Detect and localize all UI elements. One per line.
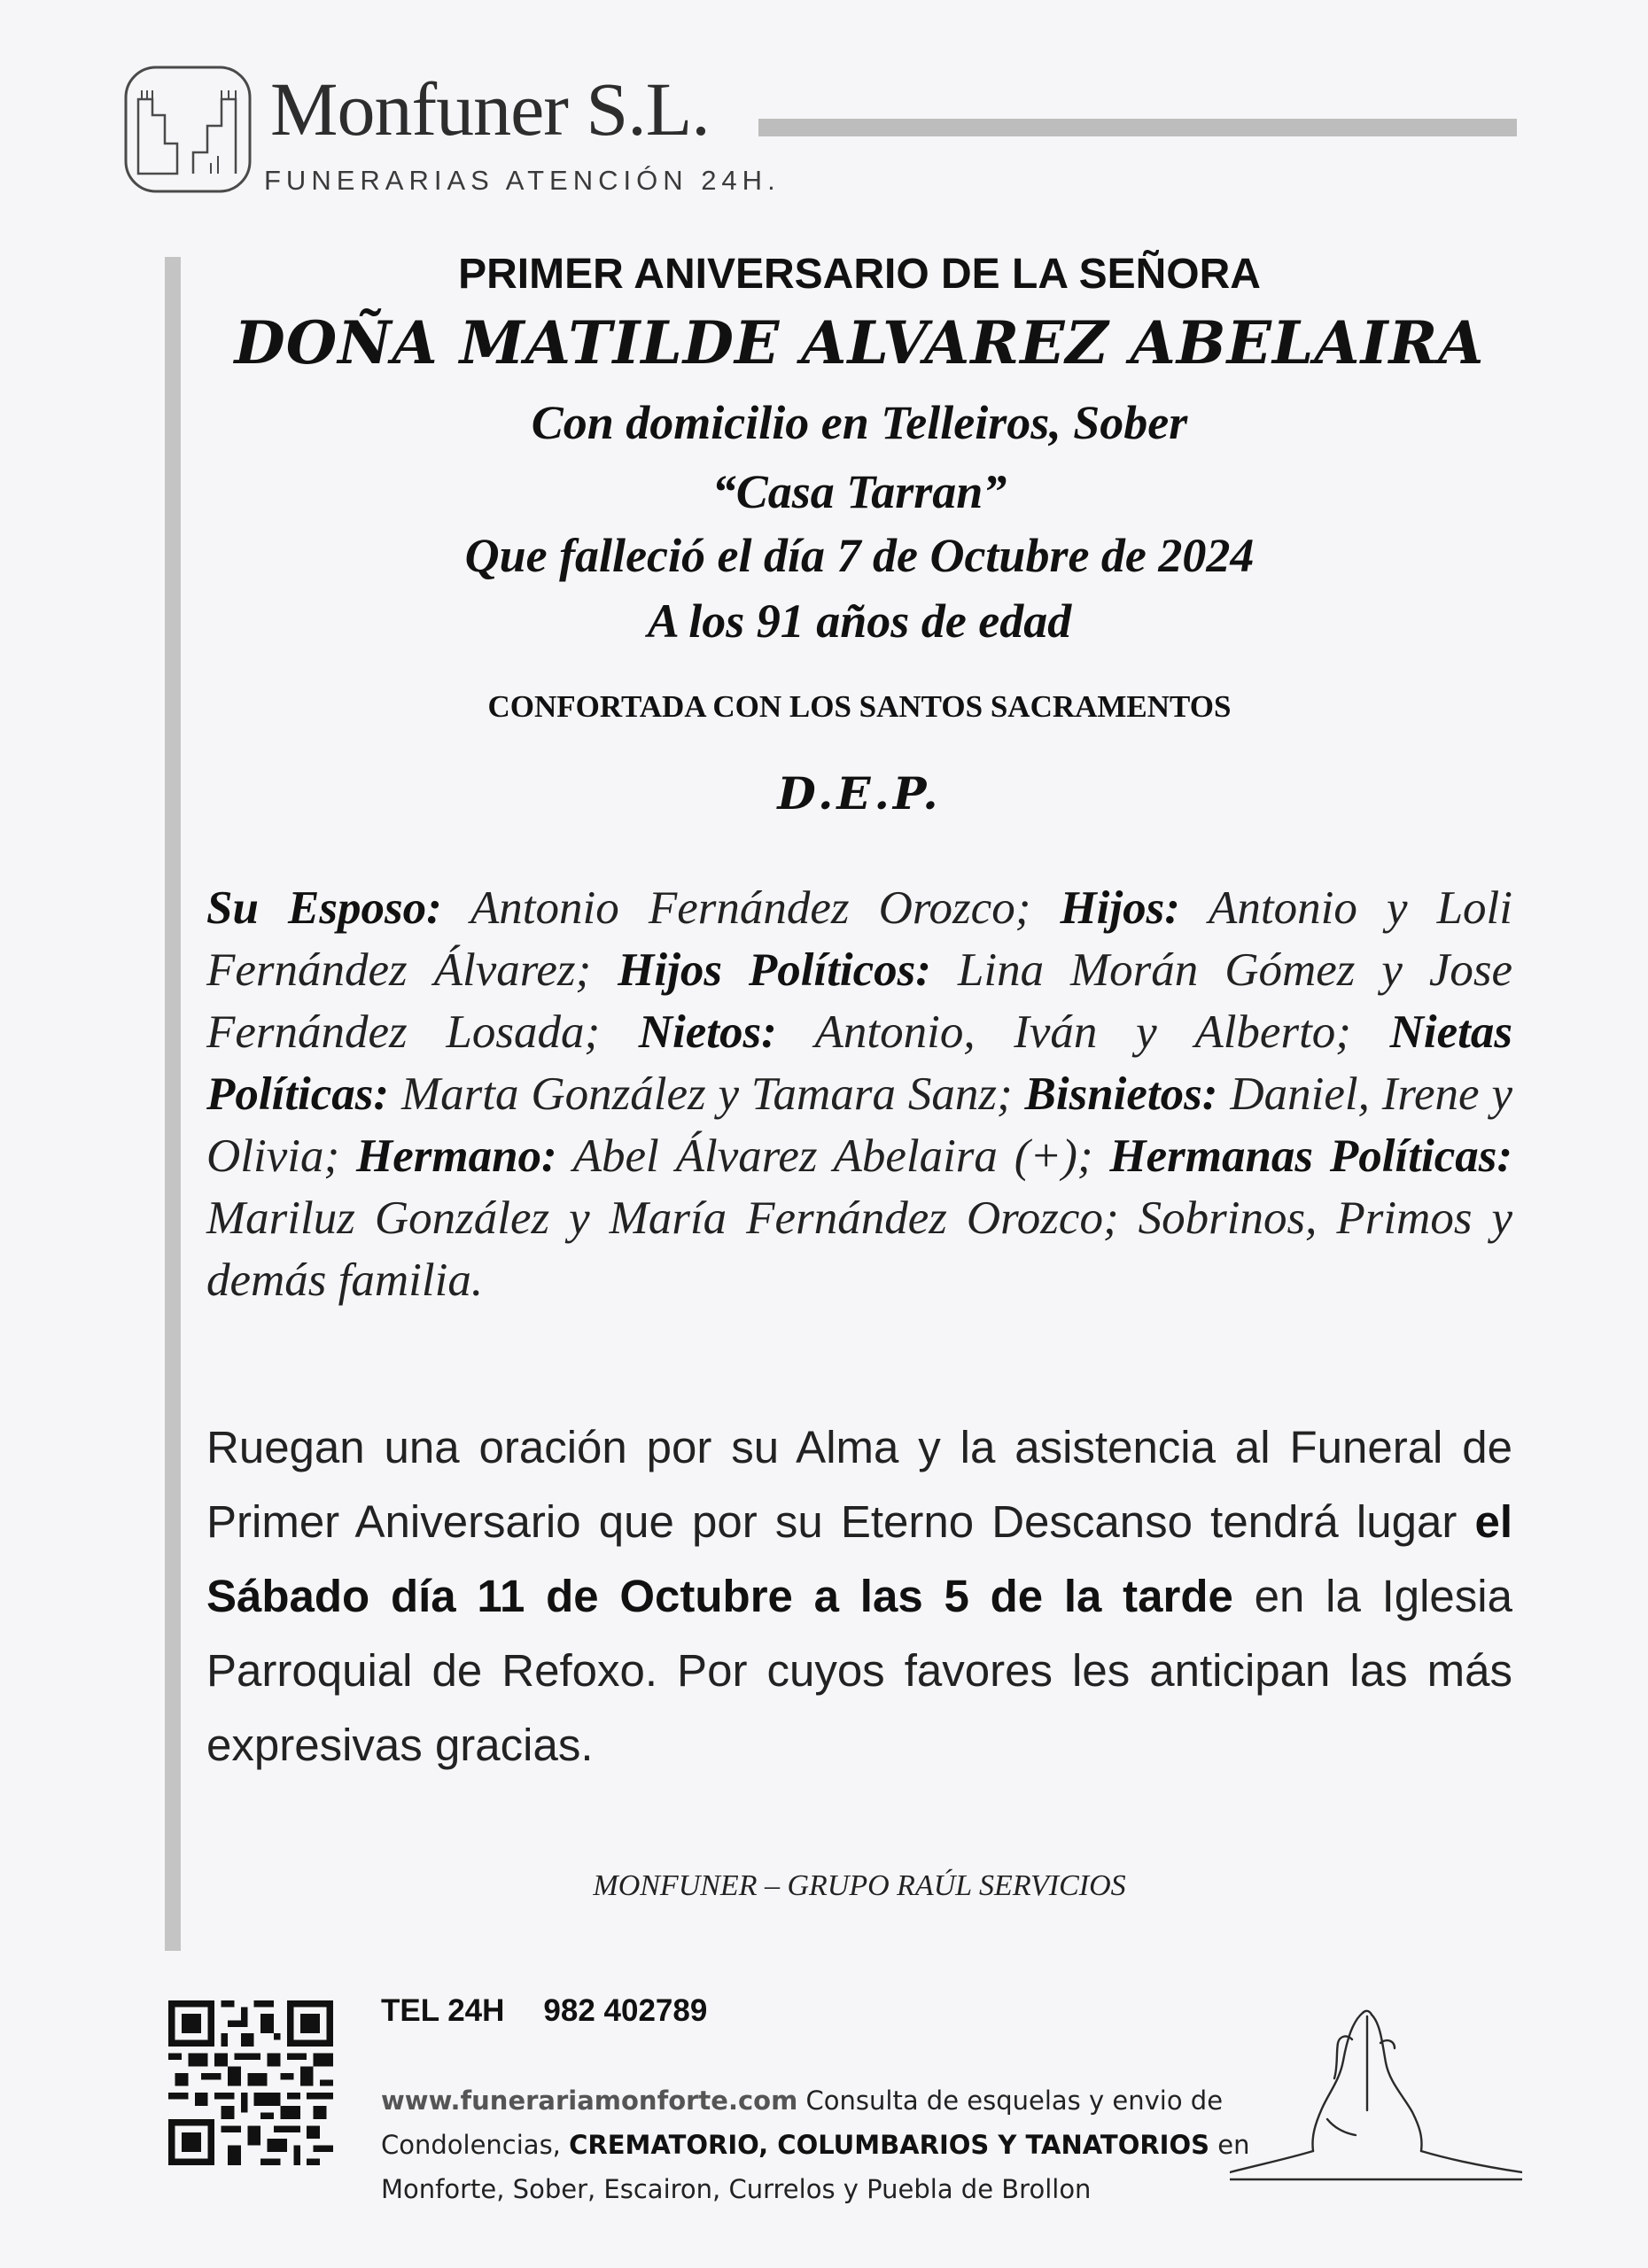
hermano-names: Abel Álvarez Abelaira (+); <box>572 1130 1093 1182</box>
hermano-label: Hermano: <box>355 1130 557 1182</box>
announcement-title: PRIMER ANIVERSARIO DE LA SEÑORA <box>458 251 1261 298</box>
signature: MONFUNER – GRUPO RAÚL SERVICIOS <box>593 1869 1126 1902</box>
funeral-text-after: en la Iglesia Parroquial de Refoxo. Por cuyos favores les anticipan las más expresivas gracias. <box>206 1571 1512 1770</box>
hijos-politicos-label: Hijos Políticos: <box>618 944 931 996</box>
sacraments-line: CONFORTADA CON LOS SANTOS SACRAMENTOS <box>487 689 1232 724</box>
monfuner-logo-icon <box>122 64 253 195</box>
praying-hands-icon <box>1230 2004 1522 2183</box>
header-divider <box>758 119 1517 136</box>
nietas-politicas-label: Nietas Políticas: <box>206 1006 1512 1120</box>
nietas-politicas-names: Marta González y Tamara Sanz; <box>400 1068 1013 1120</box>
deceased-name: DOÑA MATILDE ALVAREZ ABELAIRA <box>234 308 1485 377</box>
funeral-date: el Sábado día 11 de Octubre a las 5 de la tarde <box>206 1496 1513 1621</box>
funeral-paragraph <box>206 1410 1512 1783</box>
left-margin-rule <box>165 257 181 1951</box>
website-link[interactable]: www.funerariamonforte.com <box>381 2085 798 2116</box>
footer-text-2: en Monforte, Sober, Escairon, Currelos y Puebla de Brollon <box>381 2130 1250 2204</box>
brand-name: Monfuner S.L. <box>270 66 710 151</box>
hijos-label: Hijos: <box>1060 882 1180 934</box>
phone-number[interactable]: 982 402789 <box>543 1993 708 2028</box>
age-line: A los 91 años de edad <box>647 594 1072 648</box>
death-date-line: Que falleció el día 7 de Octubre de 2024 <box>464 529 1255 582</box>
family-paragraph <box>206 877 1512 1311</box>
house-name: “Casa Tarran” <box>711 465 1007 518</box>
qr-code-icon[interactable] <box>168 2000 333 2165</box>
hermanas-politicas-names: Mariluz González y María Fernández Orozco; Sobrinos, Primos y demás familia. <box>206 1192 1512 1306</box>
bisnietos-names: Daniel, Irene y Olivia; <box>206 1068 1512 1182</box>
hijos-names: Antonio y Loli Fernández Álvarez; <box>206 882 1513 996</box>
footer-text-1: Consulta de esquelas y envio de Condolencias, <box>381 2085 1224 2160</box>
esposo-names: Antonio Fernández Orozco; <box>470 882 1031 934</box>
domicile-line: Con domicilio en Telleiros, Sober <box>531 396 1188 449</box>
funeral-text-before: Ruegan una oración por su Alma y la asistencia al Funeral de Primer Aniversario que por su Eterno Descanso tendrá lugar <box>206 1422 1512 1547</box>
hijos-politicos-names: Lina Morán Gómez y Jose Fernández Losada; <box>206 944 1513 1058</box>
footer-services: CREMATORIO, COLUMBARIOS Y TANATORIOS <box>569 2130 1210 2160</box>
brand-tagline: FUNERARIAS ATENCIÓN 24H. <box>264 165 781 196</box>
phone-line <box>381 1993 707 2029</box>
nietos-label: Nietos: <box>638 1006 777 1058</box>
dep-line: D.E.P. <box>777 767 942 819</box>
hermanas-politicas-label: Hermanas Políticas: <box>1109 1130 1512 1182</box>
esposo-label: Su Esposo: <box>206 882 442 934</box>
footer-info <box>381 2078 1373 2211</box>
nietos-names: Antonio, Iván y Alberto; <box>814 1006 1351 1058</box>
bisnietos-label: Bisnietos: <box>1024 1068 1218 1120</box>
phone-label: TEL 24H <box>381 1993 505 2028</box>
